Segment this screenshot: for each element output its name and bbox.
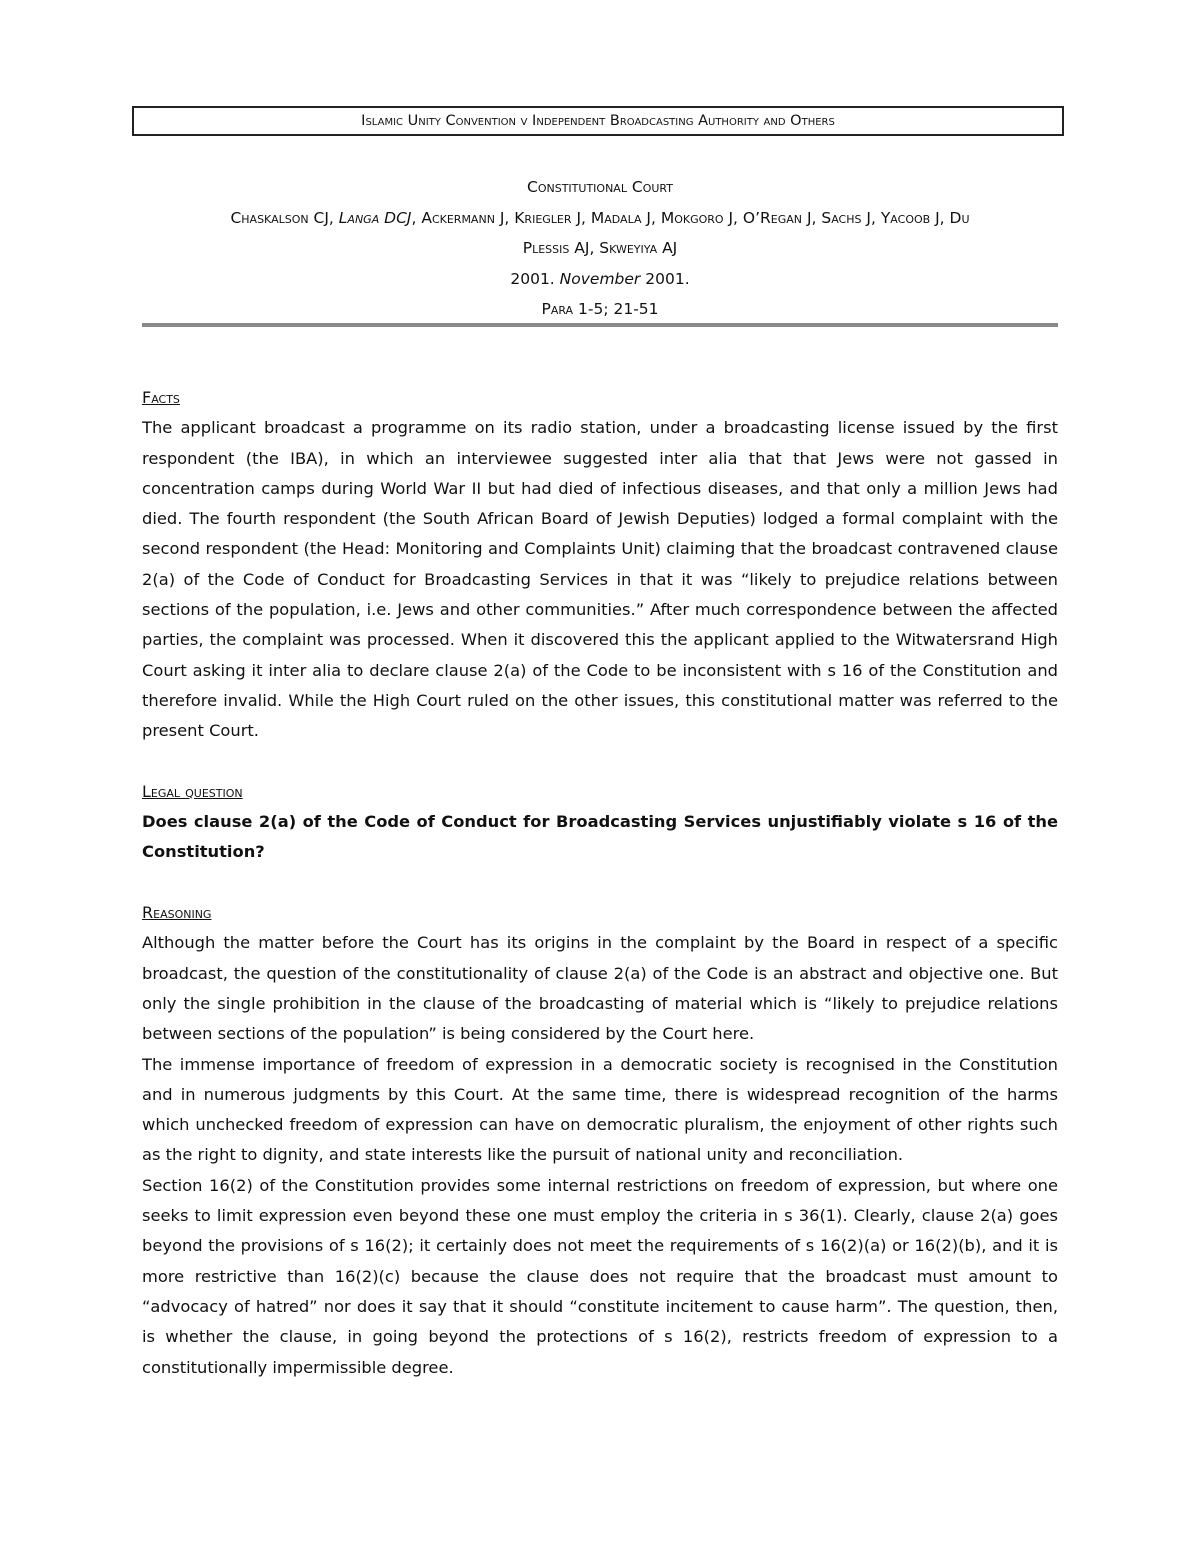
court-info [132, 172, 1068, 325]
separator-rule [142, 323, 1058, 327]
reasoning-paragraph-2: The immense importance of freedom of expression in a democratic society is recognised in the Constitution and in numerous judgments by this Court. At the same time, there is widespread recognition of the harms which unchecked freedom of expression can have on democratic pluralism, the enjoyment of other rights such as the right to dignity, and state interests like the pursuit of national unity and reconciliation. [142, 1054, 1058, 1165]
judges-post: , Ackermann J, Kriegler J, Madala J, Mokgoro J, O’Regan J, Sachs J, Yacoob J, Du [411, 208, 970, 227]
date-post: 2001. [645, 269, 690, 288]
date-pre: 2001. [510, 269, 555, 288]
decision-date [132, 264, 1068, 295]
judges-italic: Langa DCJ [338, 208, 412, 227]
legal-question-text: Does clause 2(a) of the Code of Conduct for Broadcasting Services unjustifiably violate s 16 of the Constitution? [142, 812, 1058, 862]
spacer [142, 747, 1058, 777]
reasoning-paragraph-3: Section 16(2) of the Constitution provides some internal restrictions on freedom of expression, but where one seeks to limit expression even beyond these one must employ the criteria in s 36(1). Clearly, clause 2(a) goes beyond the provisions of s 16(2); it certainly does not meet the requirements of s 16(2)(a) or 16(2)(b), and it is more restrictive than 16(2)(c) because the clause does not require that the broadcast must amount to “advocacy of hatred” nor does it say that it should “constitute incitement to cause harm”. The question, then, is whether the clause, in going beyond the protections of s 16(2), restricts freedom of expression to a constitutionally impermissible degree. [142, 1175, 1058, 1377]
facts-text: The applicant broadcast a programme on its radio station, under a broadcasting license issued by the first respondent (the IBA), in which an interviewee suggested inter alia that that Jews were not gassed in concentration camps during World War II but had died of infectious diseases, and that only a million Jews had died. The fourth respondent (the South African Board of Jewish Deputies) lodged a formal complaint with the second respondent (the Head: Monitoring and Complaints Unit) claiming that the broadcast contravened clause 2(a) of the Code of Conduct for Broadcasting Services in that it was “likely to prejudice relations between sections of the population, i.e. Jews and other communities.” After much correspondence between the affected parties, the complaint was processed. When it discovered this the applicant applied to the Witwatersrand High Court asking it inter alia to declare clause 2(a) of the Code to be inconsistent with s 16 of the Constitution and therefore invalid. While the High Court ruled on the other issues, this constitutional matter was referred to the present Court. [142, 418, 1058, 741]
facts-heading: Facts [142, 388, 180, 407]
legal-question-heading: Legal question [142, 781, 243, 801]
reasoning-heading: Reasoning [142, 903, 212, 923]
court-name: Constitutional Court [527, 178, 673, 196]
case-title: Islamic Unity Convention v Independent Broadcasting Authority and Others [361, 113, 835, 129]
paragraph-reference: Para 1-5; 21-51 [541, 300, 659, 318]
judges-line-1 [132, 203, 1068, 234]
spacer [142, 868, 1058, 898]
case-body [142, 383, 1058, 1383]
judges-pre: Chaskalson CJ, [230, 208, 334, 227]
reasoning-paragraph-1: Although the matter before the Court has its origins in the complaint by the Board in respect of a specific broadcast, the question of the constitutionality of clause 2(a) of the Code is an abstract and objective one. But only the single prohibition in the clause of the broadcasting of material which is “likely to prejudice relations between sections of the population” is being considered by the Court here. [142, 933, 1058, 1044]
case-title-box [132, 106, 1064, 136]
judges-line-2: Plessis AJ, Skweyiya AJ [522, 239, 678, 257]
date-italic: November [559, 269, 641, 288]
